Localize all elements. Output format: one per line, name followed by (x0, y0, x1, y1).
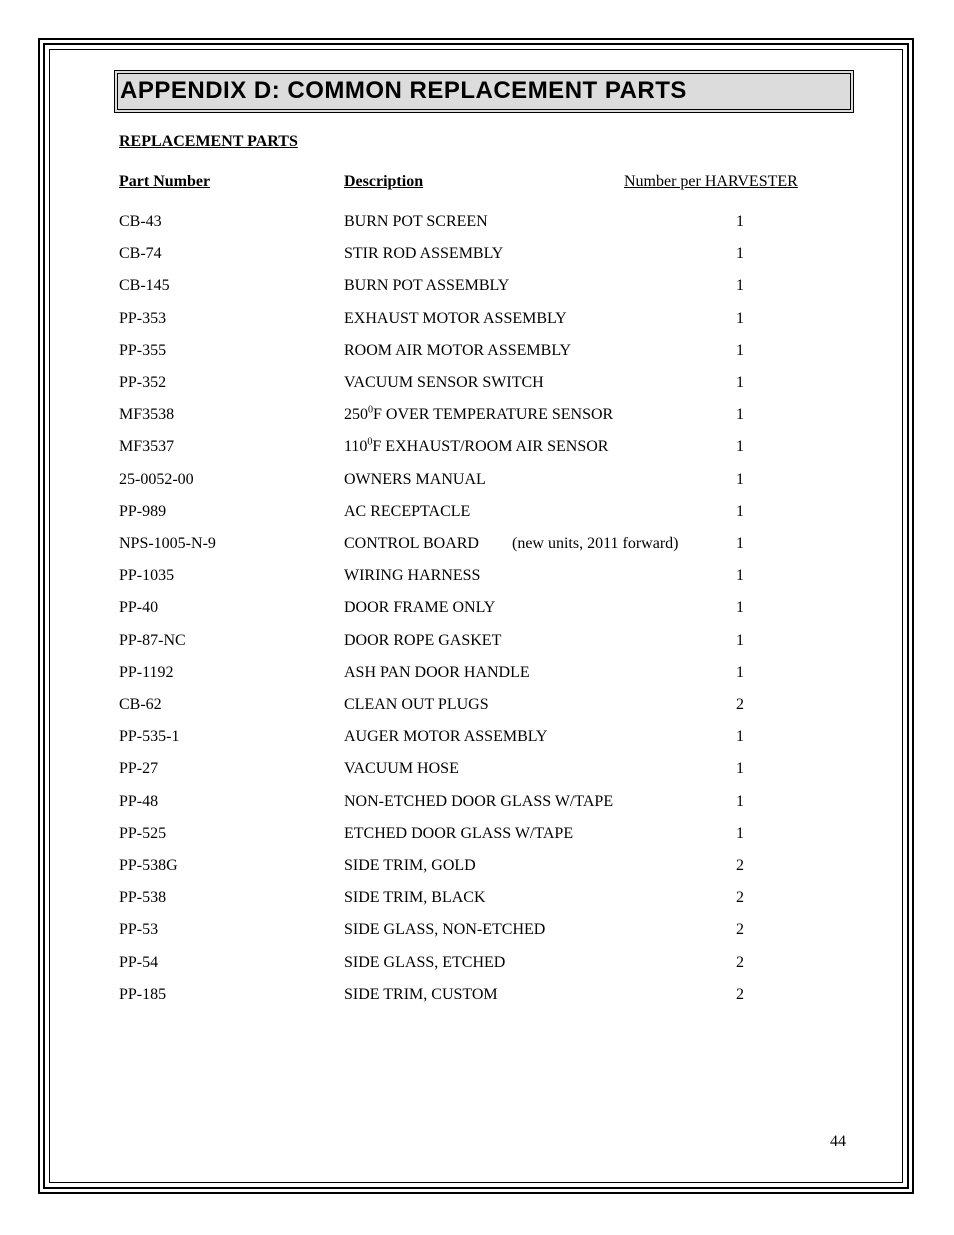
table-row (0, 726, 954, 748)
table-row (0, 597, 954, 619)
description-cell: SIDE TRIM, GOLD (344, 857, 476, 874)
description-cell: ASH PAN DOOR HANDLE (344, 663, 530, 681)
part-number-cell: CB-145 (119, 277, 170, 295)
description-cell: SIDE GLASS, NON-ETCHED (344, 921, 546, 939)
quantity-cell: 2 (736, 889, 744, 907)
table-row (0, 308, 954, 330)
quantity-cell: 1 (736, 824, 744, 842)
quantity-cell: 1 (736, 277, 744, 295)
table-row (0, 694, 954, 716)
description-cell (344, 404, 613, 426)
description-cell: AC RECEPTACLE (344, 502, 471, 520)
table-row (0, 565, 954, 587)
quantity-cell: 1 (736, 502, 744, 520)
quantity-cell: 2 (736, 985, 744, 1003)
part-number-cell: PP-54 (119, 953, 159, 971)
quantity-cell: 1 (736, 309, 744, 327)
quantity-cell: 1 (736, 213, 744, 230)
part-number-cell: 25-0052-00 (119, 470, 194, 488)
quantity-cell: 1 (736, 341, 744, 359)
quantity-cell: 1 (736, 406, 744, 424)
description-cell: CLEAN OUT PLUGS (344, 696, 489, 713)
part-number-cell: PP-1035 (119, 567, 175, 585)
part-number-cell: PP-989 (119, 502, 167, 520)
quantity-cell: 1 (736, 567, 744, 585)
column-header-quantity: Number per HARVESTER (624, 173, 798, 190)
description-suffix: F EXHAUST/ROOM AIR SENSOR (372, 438, 609, 456)
description-cell: VACUUM HOSE (344, 760, 459, 778)
part-number-cell: PP-87-NC (119, 631, 186, 649)
part-number-cell: PP-525 (119, 824, 167, 842)
table-row (0, 984, 954, 1006)
quantity-cell: 1 (736, 760, 744, 778)
part-number-cell: PP-538G (119, 857, 178, 874)
description-cell: DOOR FRAME ONLY (344, 599, 496, 617)
part-number-cell: PP-27 (119, 760, 159, 778)
description-cell: CONTROL BOARD (344, 535, 479, 552)
table-row (0, 469, 954, 491)
table-row (0, 758, 954, 780)
description-cell: OWNERS MANUAL (344, 470, 486, 488)
column-header-description: Description (344, 173, 424, 190)
description-cell: BURN POT ASSEMBLY (344, 277, 510, 295)
table-row (0, 340, 954, 362)
table-row (0, 243, 954, 265)
description-cell: DOOR ROPE GASKET (344, 631, 502, 649)
part-number-cell: NPS-1005-N-9 (119, 535, 216, 552)
table-row (0, 952, 954, 974)
quantity-cell: 1 (736, 663, 744, 681)
quantity-cell: 1 (736, 792, 744, 810)
table-row (0, 211, 954, 233)
part-number-cell: PP-53 (119, 921, 159, 939)
quantity-cell: 2 (736, 953, 744, 971)
part-number-cell: PP-353 (119, 309, 167, 327)
description-cell: EXHAUST MOTOR ASSEMBLY (344, 309, 567, 327)
title-banner (114, 70, 854, 113)
quantity-cell: 1 (736, 245, 744, 263)
description-prefix: 110 (344, 438, 368, 456)
degree-superscript: 0 (367, 437, 373, 449)
table-row (0, 501, 954, 523)
table-row (0, 436, 954, 458)
quantity-cell: 2 (736, 921, 744, 939)
part-number-cell: PP-352 (119, 374, 167, 391)
part-number-cell: PP-40 (119, 599, 159, 617)
description-cell: SIDE TRIM, BLACK (344, 889, 486, 907)
part-number-cell: PP-185 (119, 985, 167, 1003)
quantity-cell: 1 (736, 728, 744, 746)
description-cell (344, 436, 608, 458)
degree-superscript: 0 (368, 404, 373, 416)
table-row (0, 662, 954, 684)
column-header-part-number: Part Number (119, 173, 211, 190)
part-number-cell: CB-43 (119, 213, 162, 230)
description-cell: ETCHED DOOR GLASS W/TAPE (344, 824, 574, 842)
table-row (0, 791, 954, 813)
table-row (0, 887, 954, 909)
description-prefix: 250 (344, 406, 368, 424)
table-row (0, 855, 954, 877)
description-note: (new units, 2011 forward) (512, 535, 679, 552)
quantity-cell: 1 (736, 438, 744, 456)
part-number-cell: MF3537 (119, 438, 175, 456)
part-number-cell: PP-355 (119, 341, 167, 359)
table-row (0, 372, 954, 394)
table-row (0, 404, 954, 426)
table-row (0, 275, 954, 297)
quantity-cell: 1 (736, 374, 744, 391)
description-cell: WIRING HARNESS (344, 567, 481, 585)
description-cell: VACUUM SENSOR SWITCH (344, 374, 544, 391)
description-cell: ROOM AIR MOTOR ASSEMBLY (344, 341, 572, 359)
quantity-cell: 1 (736, 599, 744, 617)
page-number: 44 (830, 1133, 846, 1150)
description-cell: SIDE GLASS, ETCHED (344, 953, 506, 971)
part-number-cell: PP-538 (119, 889, 167, 907)
quantity-cell: 2 (736, 857, 744, 874)
part-number-cell: CB-74 (119, 245, 162, 263)
page-title: APPENDIX D: COMMON REPLACEMENT PARTS (120, 77, 687, 104)
description-cell: NON-ETCHED DOOR GLASS W/TAPE (344, 792, 614, 810)
part-number-cell: PP-48 (119, 792, 159, 810)
table-row (0, 823, 954, 845)
description-suffix: F OVER TEMPERATURE SENSOR (373, 406, 614, 424)
description-cell: BURN POT SCREEN (344, 213, 488, 230)
section-heading: REPLACEMENT PARTS (119, 133, 298, 150)
quantity-cell: 2 (736, 696, 744, 713)
part-number-cell: CB-62 (119, 696, 162, 713)
quantity-cell: 1 (736, 535, 744, 552)
part-number-cell: MF3538 (119, 406, 175, 424)
description-cell: AUGER MOTOR ASSEMBLY (344, 728, 548, 746)
quantity-cell: 1 (736, 470, 744, 488)
table-row (0, 919, 954, 941)
table-row (0, 533, 954, 555)
part-number-cell: PP-535-1 (119, 728, 180, 746)
part-number-cell: PP-1192 (119, 663, 174, 681)
description-cell: STIR ROD ASSEMBLY (344, 245, 504, 263)
table-row (0, 630, 954, 652)
description-cell: SIDE TRIM, CUSTOM (344, 985, 498, 1003)
quantity-cell: 1 (736, 631, 744, 649)
